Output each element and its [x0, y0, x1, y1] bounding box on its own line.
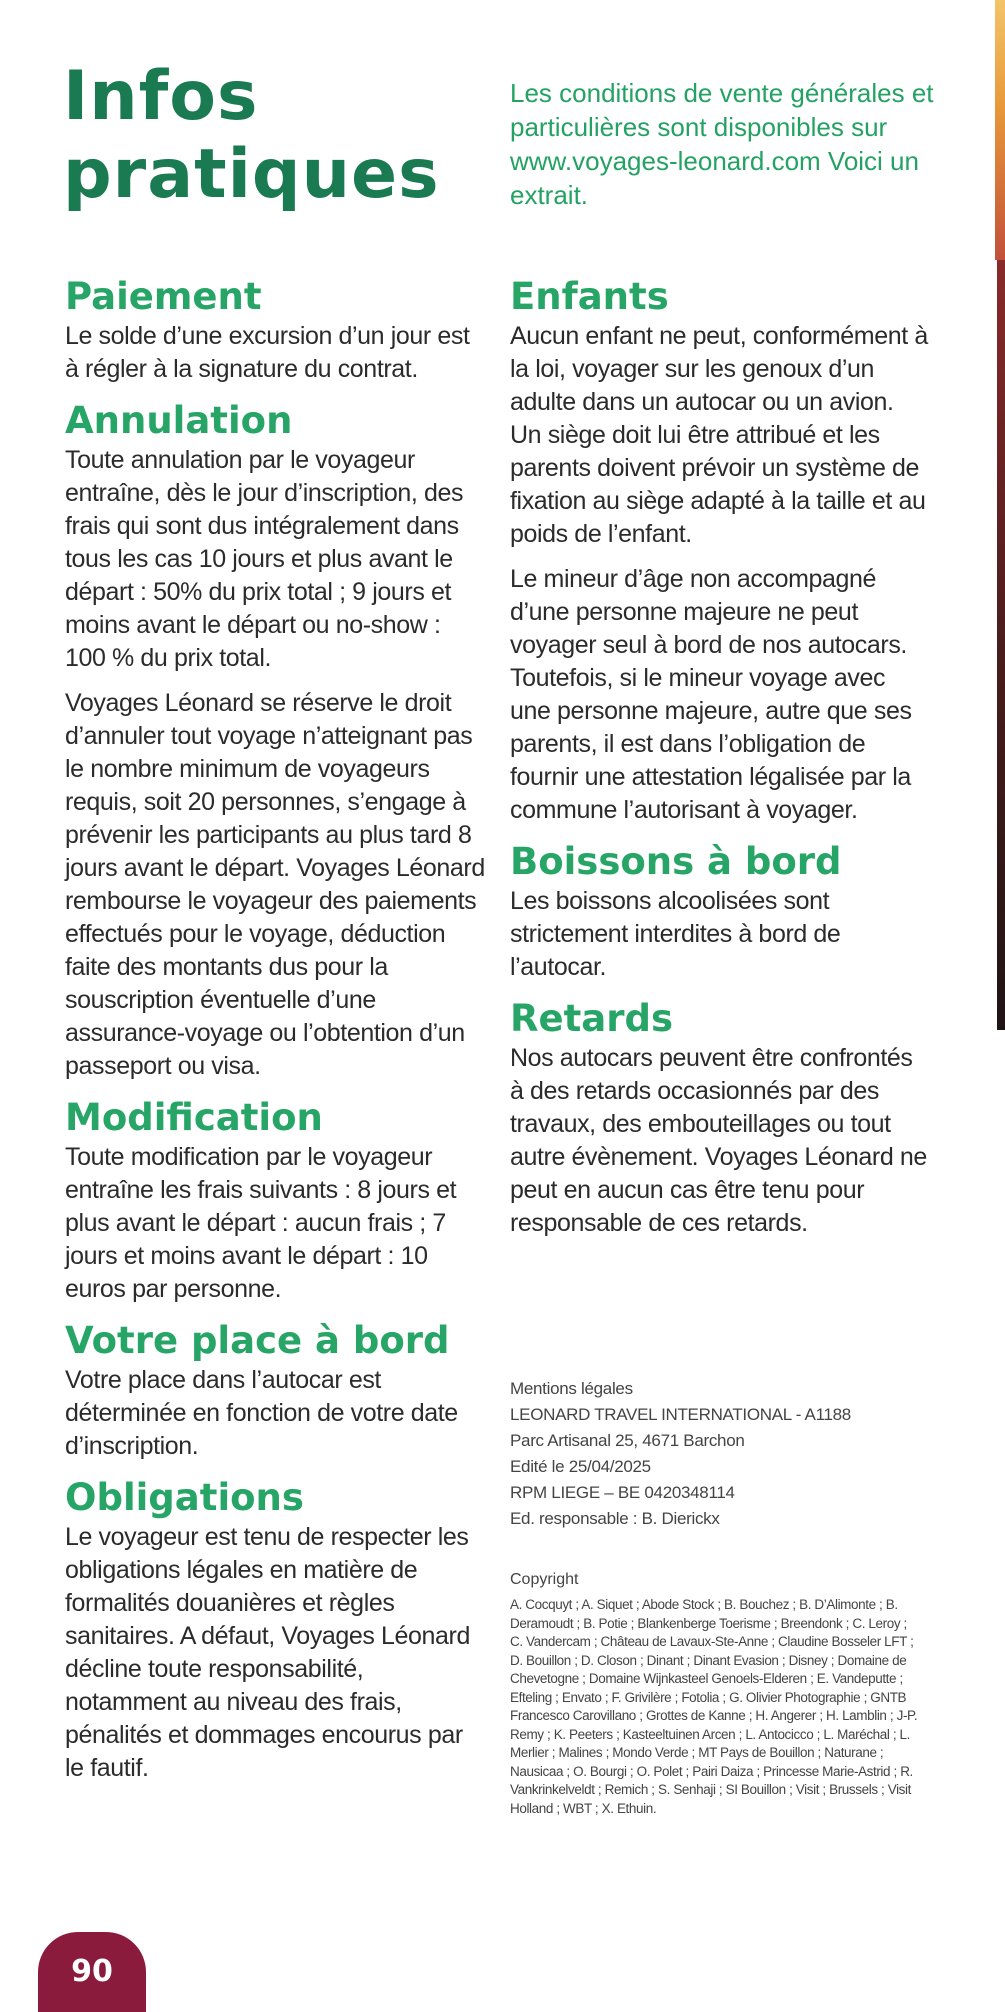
legal-edited: Edité le 25/04/2025: [510, 1457, 651, 1476]
page-number-tab: [38, 1932, 146, 2012]
legal-company: LEONARD TRAVEL INTERNATIONAL - A1188: [510, 1405, 851, 1424]
intro-text: Les conditions de vente générales et particulières sont disponibles sur www.voyages-leonard.com Voici un extrait.: [510, 78, 934, 210]
section-boissons: [510, 839, 930, 984]
section-paiement: [65, 274, 485, 386]
page-number: 90: [71, 1954, 113, 1989]
section-paragraph: Toute modification par le voyageur entraîne les frais suivants : 8 jours et plus avant le départ : aucun frais ; 7 jours et moins avant le départ : 10 euros par personne.: [65, 1143, 457, 1303]
right-column: [510, 274, 930, 1252]
edge-photo-strip-dark: [997, 260, 1005, 1030]
section-retards: [510, 996, 930, 1240]
section-annulation: [65, 398, 485, 1083]
edge-photo-strip: [995, 0, 1005, 260]
section-enfants: [510, 274, 930, 827]
section-place-a-bord: [65, 1318, 485, 1463]
legal-label: Mentions légales: [510, 1379, 633, 1398]
section-heading: Obligations: [65, 1476, 304, 1519]
legal-notice: [510, 1376, 920, 1532]
section-paragraph: Nos autocars peuvent être confrontés à des retards occasionnés par des travaux, des embouteillages ou tout autre évènement. Voyages Léonard ne peut en aucun cas être tenu pour responsable de ces retards.: [510, 1044, 927, 1237]
page-title-line1: Infos: [63, 57, 259, 136]
section-paragraph: Aucun enfant ne peut, conformément à la loi, voyager sur les genoux d’un adulte dans un autocar ou un avion. Un siège doit lui être attribué et les parents doivent prévoir un système de fixation au siège adapté à la taille et au poids de l’enfant.: [510, 322, 928, 548]
section-paragraph: Voyages Léonard se réserve le droit d’annuler tout voyage n’atteignant pas le nombre minimum de voyageurs requis, soit 20 personnes, s’engage à prévenir les participants au plus tard 8 jours avant le départ. Voyages Léonard rembourse le voyageur des paiements effectués pour le voyage, déduction faite des montants dus pour la souscription éventuelle d’une assurance-voyage ou l’obtention d’un passeport ou visa.: [65, 689, 485, 1080]
copyright-credits: A. Cocquyt ; A. Siquet ; Abode Stock ; B. Bouchez ; B. D’Alimonte ; B. Deramoudt ; B. Potie ; Blankenberge Toerisme ; Breendonk ; C. Leroy ; C. Vandercam ; Château de Lavaux-Ste-Anne ; Claudine Bosseler LFT ; D. Bouillon ; D. Closon ; Dinant ; Dinant Evasion ; Disney ; Domaine de Chevetogne ; Domaine Wijnkasteel Genoels-Elderen ; E. Vandeputte ; Efteling ; Envato ; F. Grivilère ; Fotolia ; G. Olivier Photographie ; GNTB Francesco Carovillano ; Grottes de Kanne ; H. Angerer ; H. Lamblin ; J-P. Remy ; K. Peeters ; Kasteeltuinen Arcen ; L. Antocicco ; L. Maréchal ; L. Merlier ; Malines ; Mondo Verde ; MT Pays de Bouillon ; Naturane ; Nausicaa ; O. Bourgi ; O. Polet ; Pairi Daiza ; Princesse Marie-Astrid ; R. Vankrinkelveldt ; Remich ; S. Senhaji ; SI Bouillon ; Visit ; Brussels ; Visit Holland ; WBT ; X. Ethuin.: [510, 1597, 918, 1816]
section-paragraph: Toute annulation par le voyageur entraîne, dès le jour d’inscription, des frais qui sont dus intégralement dans tous les cas 10 jours et plus avant le départ : 50% du prix total ; 9 jours et moins avant le départ ou no-show : 100 % du prix total.: [65, 446, 464, 672]
section-heading: Boissons à bord: [510, 840, 842, 883]
section-paragraph: Le solde d’une excursion d’un jour est à régler à la signature du contrat.: [65, 322, 470, 383]
page-title: [63, 58, 440, 214]
section-paragraph: Le voyageur est tenu de respecter les obligations légales en matière de formalités douanières et règles sanitaires. A défaut, Voyages Léonard décline toute responsabilité, notamment au niveau des frais, pénalités et dommages encourus par le fautif.: [65, 1523, 470, 1782]
copyright-label: Copyright: [510, 1571, 579, 1588]
left-column: [65, 274, 485, 1797]
section-heading: Modification: [65, 1096, 323, 1139]
section-paragraph: Les boissons alcoolisées sont strictement interdites à bord de l’autocar.: [510, 887, 841, 981]
section-obligations: [65, 1475, 485, 1785]
copyright-block: [510, 1568, 920, 1818]
legal-responsible: Ed. responsable : B. Dierickx: [510, 1509, 720, 1528]
page-title-line2: pratiques: [63, 135, 440, 214]
section-heading: Retards: [510, 997, 673, 1040]
section-paragraph: Votre place dans l’autocar est déterminée en fonction de votre date d’inscription.: [65, 1366, 458, 1460]
section-heading: Votre place à bord: [65, 1319, 450, 1362]
legal-rpm: RPM LIEGE – BE 0420348114: [510, 1483, 735, 1502]
section-paragraph: Le mineur d’âge non accompagné d’une personne majeure ne peut voyager seul à bord de nos autocars. Toutefois, si le mineur voyage avec une personne majeure, autre que ses parents, il est dans l’obligation de fournir une attestation légalisée par la commune l’autorisant à voyager.: [510, 565, 912, 824]
section-heading: Annulation: [65, 399, 293, 442]
section-modification: [65, 1095, 485, 1306]
section-heading: Enfants: [510, 275, 669, 318]
section-heading: Paiement: [65, 275, 262, 318]
legal-address: Parc Artisanal 25, 4671 Barchon: [510, 1431, 745, 1450]
